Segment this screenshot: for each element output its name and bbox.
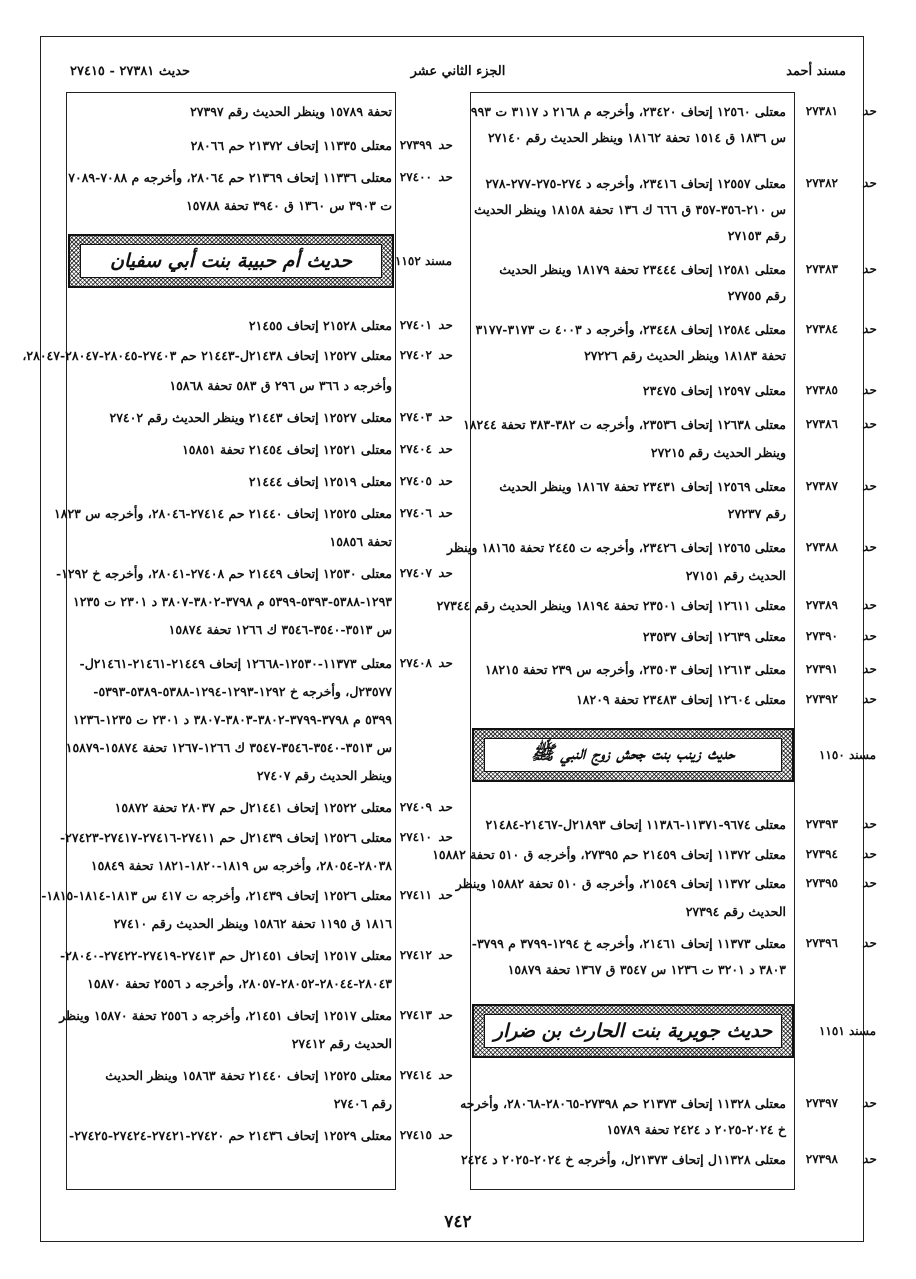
hadith-number: ٢٧٣٨٦ bbox=[805, 417, 838, 431]
hadith-number: ٢٧٣٩٦ bbox=[805, 936, 838, 950]
section-banner bbox=[472, 728, 794, 782]
hadith-number: ٢٧٣٩٥ bbox=[805, 876, 838, 890]
hadith-marker: حد bbox=[862, 104, 876, 118]
hadith-marker: حد bbox=[862, 876, 876, 890]
hadith-number: ٢٧٣٨٥ bbox=[805, 383, 838, 397]
hadith-line: الحديث رقم ٢٧١٥١ bbox=[685, 568, 786, 583]
hadith-line: معتلى ١٢٥٢٥ إتحاف ٢١٤٤٠ تحفة ١٥٨٦٣ وينظر الحديث bbox=[105, 1068, 392, 1083]
hadith-line: معتلى ١١٣٣٥ إتحاف ٢١٣٧٢ حم ٢٨٠٦٦ bbox=[190, 138, 392, 153]
hadith-marker: حد bbox=[438, 170, 452, 184]
hadith-line: ٢٣٥٧٧ل، وأخرجه خ ١٢٩٢-١٢٩٣-١٢٩٤-٥٣٨٨-٥٣٨٩-٥٣٩٣- bbox=[93, 684, 392, 699]
hadith-number: ٢٧٣٩٢ bbox=[805, 692, 838, 706]
hadith-line: وأخرجه د ٣٦٦ س ٢٩٦ ق ٥٨٣ تحفة ١٥٨٦٨ bbox=[169, 378, 392, 393]
hadith-marker: حد bbox=[438, 1068, 452, 1082]
hadith-number: ٢٧٤١٢ bbox=[399, 948, 432, 962]
hadith-line: معتلى ١٢٥٨٤ إتحاف ٢٣٤٤٨، وأخرجه د ٤٠٠٣ ت ٣١٧٣-٣١٧٧ bbox=[475, 322, 786, 337]
hadith-line: رقم ٢٧٧٥٥ bbox=[727, 288, 786, 303]
hadith-marker: حد bbox=[862, 383, 876, 397]
hadith-marker: حد bbox=[438, 830, 452, 844]
hadith-line: ١٢٩٣-٥٣٨٨-٥٣٩٣-٥٣٩٩ م ٣٧٩٨-٣٨٠٢-٣٨٠٧ د ٢٣٠١ ت ١٢٣٥ bbox=[73, 594, 392, 609]
hadith-line: معتلى ١٢٦١١ إتحاف ٢٣٥٠١ تحفة ١٨١٩٤ وينظر الحديث رقم ٢٧٣٤٤ bbox=[436, 598, 786, 613]
hadith-line: وينظر الحديث رقم ٢٧٤٠٧ bbox=[256, 768, 392, 783]
hadith-line: س ٢١٠-٣٥٦-٣٥٧ ق ٦٦٦ ك ١٣٦ تحفة ١٨١٥٨ وينظر الحديث bbox=[474, 202, 786, 217]
musnad-label: مسند ١١٥٠ bbox=[818, 748, 876, 762]
hadith-number: ٢٧٤١٤ bbox=[399, 1068, 432, 1082]
hadith-line: معتلى ١١٣٧٢ إتحاف ٢١٤٥٩ حم ٢٧٣٩٥، وأخرجه ق ٥١٠ تحفة ١٥٨٨٢ bbox=[432, 847, 786, 862]
hadith-number: ٢٧٣٨٩ bbox=[805, 598, 838, 612]
hadith-line: ٣٨٠٣ د ٣٢٠١ ت ١٢٣٦ س ٣٥٤٧ ق ١٣٦٧ تحفة ١٥٨٧٩ bbox=[507, 962, 786, 977]
hadith-marker: حد bbox=[862, 479, 876, 493]
hadith-line: ت ٣٩٠٣ س ١٣٦٠ ق ٣٩٤٠ تحفة ١٥٧٨٨ bbox=[186, 198, 392, 213]
hadith-number: ٢٧٤٠٣ bbox=[399, 410, 432, 424]
hadith-line: معتلى ١٢٥٢٦ إتحاف ٢١٤٣٩، وأخرجه ت ٤١٧ س ١٨١٣-١٨١٤-١٨١٥- bbox=[41, 888, 392, 903]
hadith-marker: حد bbox=[438, 656, 452, 670]
hadith-line: معتلى ١١٣٢٨ل إتحاف ٢١٣٧٣ل، وأخرجه خ ٢٠٢٤-٢٠٢٥ د ٢٤٢٤ bbox=[460, 1152, 786, 1167]
musnad-label: مسند ١١٥١ bbox=[818, 1024, 876, 1038]
hadith-line: معتلى ١٢٥٦٩ إتحاف ٢٣٤٣١ تحفة ١٨١٦٧ وينظر الحديث bbox=[499, 479, 786, 494]
page-number: ٧٤٢ bbox=[444, 1212, 472, 1232]
section-banner bbox=[68, 234, 394, 288]
hadith-line: معتلى ١٢٥١٧ إتحاف ٢١٤٥١ل حم ٢٧٤١٣-٢٧٤١٩-٢٧٤٢٢-٢٨٠٤٠- bbox=[59, 948, 392, 963]
hadith-line: ٥٣٩٩ م ٣٧٩٨-٣٧٩٩-٣٨٠٢-٣٨٠٣-٣٨٠٧ د ٢٣٠١ ت ١٢٣٥-١٢٣٦ bbox=[73, 712, 392, 727]
hadith-line: س ٣٥١٣-٣٥٤٠-٣٥٤٦ ك ١٢٦٦ تحفة ١٥٨٧٤ bbox=[168, 622, 392, 637]
hadith-line: خ ٢٠٢٤-٢٠٢٥ د ٢٤٢٤ تحفة ١٥٧٨٩ bbox=[606, 1122, 786, 1137]
hadith-line: الحديث رقم ٢٧٣٩٤ bbox=[685, 904, 786, 919]
hadith-line: تحفة ١٥٨٥٦ bbox=[329, 534, 392, 549]
hadith-marker: حد bbox=[862, 936, 876, 950]
hadith-line: الحديث رقم ٢٧٤١٢ bbox=[291, 1036, 392, 1051]
hadith-marker: حد bbox=[438, 410, 452, 424]
hadith-line: س ١٨٣٦ ق ١٥١٤ تحفة ١٨١٦٢ وينظر الحديث رقم ٢٧١٤٠ bbox=[487, 130, 786, 145]
header-hadith-range: حديث ٢٧٣٨١ - ٢٧٤١٥ bbox=[70, 64, 191, 79]
hadith-number: ٢٧٤١٥ bbox=[399, 1128, 432, 1142]
hadith-line: معتلى ٩٦٧٤-١١٣٧١-١١٣٨٦ إتحاف ٢١٨٩٣ل-٢١٤٦٧-٢١٤٨٤ bbox=[485, 817, 786, 832]
hadith-line: معتلى ١٢٥٣٠ إتحاف ٢١٤٤٩ حم ٢٧٤٠٨-٢٨٠٤١، وأخرجه خ ١٢٩٢- bbox=[56, 566, 392, 581]
hadith-number: ٢٧٣٩٧ bbox=[805, 1096, 838, 1110]
hadith-number: ٢٧٣٨٨ bbox=[805, 540, 838, 554]
hadith-marker: حد bbox=[438, 566, 452, 580]
hadith-line: معتلى ١٢٦١٣ إتحاف ٢٣٥٠٣، وأخرجه س ٢٣٩ تحفة ١٨٢١٥ bbox=[484, 662, 786, 677]
hadith-marker: حد bbox=[862, 692, 876, 706]
hadith-line: رقم ٢٧٢٣٧ bbox=[727, 506, 786, 521]
musnad-label: مسند ١١٥٢ bbox=[394, 254, 452, 268]
hadith-number: ٢٧٤٠٧ bbox=[399, 566, 432, 580]
hadith-line: معتلى ٢١٥٢٨ إتحاف ٢١٤٥٥ bbox=[248, 318, 392, 333]
hadith-number: ٢٧٤١١ bbox=[399, 888, 432, 902]
hadith-line: معتلى ١٢٥٩٧ إتحاف ٢٣٤٧٥ bbox=[642, 383, 786, 398]
hadith-marker: حد bbox=[438, 318, 452, 332]
hadith-line: ٢٨٠٣٨-٢٨٠٥٤، وأخرجه س ١٨١٩-١٨٢٠-١٨٢١ تحفة ١٥٨٤٩ bbox=[90, 858, 392, 873]
hadith-line: س ٣٥١٣-٣٥٤٠-٣٥٤٦-٣٥٤٧ ك ١٢٦٦-١٢٦٧ تحفة ١٥٨٧٤-١٥٨٧٩ bbox=[65, 740, 392, 755]
hadith-line: معتلى ١١٣٣٦ إتحاف ٢١٣٦٩ حم ٢٨٠٦٤، وأخرجه م ٧٠٨٨-٧٠٨٩ bbox=[68, 170, 392, 185]
hadith-line: رقم ٢٧١٥٣ bbox=[727, 228, 786, 243]
hadith-number: ٢٧٤٠٨ bbox=[399, 656, 432, 670]
hadith-marker: حد bbox=[438, 1008, 452, 1022]
hadith-number: ٢٧٣٨١ bbox=[805, 104, 838, 118]
hadith-line: معتلى ١٢٥٨١ إتحاف ٢٣٤٤٤ تحفة ١٨١٧٩ وينظر الحديث bbox=[499, 262, 786, 277]
hadith-number: ٢٧٣٨٧ bbox=[805, 479, 838, 493]
hadith-line: معتلى ١١٣٧٣ إتحاف ٢١٤٦١، وأخرجه خ ١٢٩٤-٣٧٩٩ م ٣٧٩٩- bbox=[471, 936, 786, 951]
hadith-line: تحفة ١٨١٨٣ وينظر الحديث رقم ٢٧٢٢٦ bbox=[584, 348, 786, 363]
hadith-marker: حد bbox=[862, 262, 876, 276]
hadith-number: ٢٧٣٩٤ bbox=[805, 847, 838, 861]
hadith-line: معتلى ١٢٦٠٤ إتحاف ٢٣٤٨٣ تحفة ١٨٢٠٩ bbox=[576, 692, 786, 707]
hadith-marker: حد bbox=[862, 847, 876, 861]
hadith-marker: حد bbox=[862, 417, 876, 431]
hadith-number: ٢٧٤١٠ bbox=[399, 830, 432, 844]
hadith-line: معتلى ١٢٥١٧ إتحاف ٢١٤٥١، وأخرجه د ٢٥٥٦ تحفة ١٥٨٧٠ وينظر bbox=[59, 1008, 392, 1023]
hadith-line: معتلى ١٢٥٦٥ إتحاف ٢٣٤٢٦، وأخرجه ت ٢٤٤٥ تحفة ١٨١٦٥ وينظر bbox=[446, 540, 786, 555]
hadith-number: ٢٧٣٨٣ bbox=[805, 262, 838, 276]
banner-title: حديث جويرية بنت الحارث بن ضرار bbox=[484, 1014, 782, 1048]
hadith-line: معتلى ١٢٥٢٧ إتحاف ٢١٤٣٨ل-٢١٤٤٣ حم ٢٧٤٠٣-٢٨٠٤٥-٢٨٠٤٧-٢٨٠٤٧، bbox=[22, 348, 392, 363]
hadith-number: ٢٧٣٩٨ bbox=[805, 1152, 838, 1166]
hadith-line: معتلى ١٢٥١٩ إتحاف ٢١٤٤٤ bbox=[248, 474, 392, 489]
hadith-line: تحفة ١٥٧٨٩ وينظر الحديث رقم ٢٧٣٩٧ bbox=[190, 104, 392, 119]
hadith-marker: حد bbox=[438, 474, 452, 488]
hadith-number: ٢٧٣٩١ bbox=[805, 662, 838, 676]
hadith-line: معتلى ١٢٥٢١ إتحاف ٢١٤٥٤ تحفة ١٥٨٥١ bbox=[182, 442, 392, 457]
header-volume: الجزء الثاني عشر bbox=[410, 64, 506, 79]
hadith-line: معتلى ١٢٦٣٨ إتحاف ٢٣٥٣٦، وأخرجه ت ٣٨٢-٣٨٣ تحفة ١٨٢٤٤ bbox=[463, 417, 786, 432]
hadith-marker: حد bbox=[862, 176, 876, 190]
hadith-line: ١٨١٦ ق ١١٩٥ تحفة ١٥٨٦٢ وينظر الحديث رقم ٢٧٤١٠ bbox=[113, 916, 392, 931]
hadith-marker: حد bbox=[862, 662, 876, 676]
hadith-marker: حد bbox=[438, 888, 452, 902]
hadith-line: معتلى ١٢٥٢٧ إتحاف ٢١٤٤٣ وينظر الحديث رقم ٢٧٤٠٢ bbox=[109, 410, 392, 425]
hadith-line: معتلى ١٢٥٢٥ إتحاف ٢١٤٤٠ حم ٢٧٤١٤-٢٨٠٤٦، وأخرجه س ١٨٢٣ bbox=[54, 506, 392, 521]
hadith-line: معتلى ١٢٥٢٦ إتحاف ٢١٤٣٩ل حم ٢٧٤١١-٢٧٤١٦-٢٧٤١٧-٢٧٤٢٣- bbox=[59, 830, 392, 845]
hadith-marker: حد bbox=[438, 442, 452, 456]
hadith-marker: حد bbox=[438, 138, 452, 152]
hadith-line: ٢٨٠٤٣-٢٨٠٤٤-٢٨٠٥٢-٢٨٠٥٧، وأخرجه د ٢٥٥٦ تحفة ١٥٨٧٠ bbox=[87, 976, 392, 991]
hadith-number: ٢٧٣٩٠ bbox=[805, 629, 838, 643]
banner-title: حديث أم حبيبة بنت أبي سفيان bbox=[80, 244, 382, 278]
hadith-number: ٢٧٤١٣ bbox=[399, 1008, 432, 1022]
hadith-line: رقم ٢٧٤٠٦ bbox=[333, 1096, 392, 1111]
hadith-line: معتلى ١١٣٧٣-١٢٥٣٠-١٢٦٦٨ إتحاف ٢١٤٤٩-٢١٤٦١-٢١٤٦١ل- bbox=[79, 656, 392, 671]
hadith-marker: حد bbox=[862, 629, 876, 643]
hadith-marker: حد bbox=[438, 348, 452, 362]
hadith-number: ٢٧٣٨٤ bbox=[805, 322, 838, 336]
hadith-number: ٢٧٤٠٥ bbox=[399, 474, 432, 488]
hadith-line: معتلى ١١٣٢٨ إتحاف ٢١٣٧٣ حم ٢٧٣٩٨-٢٨٠٦٥-٢٨٠٦٨، وأخرجه bbox=[460, 1096, 786, 1111]
header-book-title: مسند أحمد bbox=[786, 64, 846, 79]
hadith-number: ٢٧٤٠٠ bbox=[399, 170, 432, 184]
hadith-marker: حد bbox=[862, 1096, 876, 1110]
banner-title: حديث زينب بنت جحش زوج النبي ﷺ bbox=[484, 738, 782, 772]
hadith-number: ٢٧٤٠٤ bbox=[399, 442, 432, 456]
hadith-marker: حد bbox=[438, 800, 452, 814]
hadith-line: معتلى ١٢٥٥٧ إتحاف ٢٣٤١٦، وأخرجه د ٢٧٤-٢٧٥-٢٧٧-٢٧٨ bbox=[485, 176, 786, 191]
hadith-marker: حد bbox=[862, 817, 876, 831]
hadith-line: معتلى ١٢٦٣٩ إتحاف ٢٣٥٣٧ bbox=[642, 629, 786, 644]
hadith-line: معتلى ١١٣٧٢ إتحاف ٢١٥٤٩، وأخرجه ق ٥١٠ تحفة ١٥٨٨٢ وينظر bbox=[455, 876, 786, 891]
hadith-marker: حد bbox=[438, 948, 452, 962]
hadith-number: ٢٧٤٠٢ bbox=[399, 348, 432, 362]
hadith-number: ٢٧٤٠٩ bbox=[399, 800, 432, 814]
hadith-number: ٢٧٣٩٣ bbox=[805, 817, 838, 831]
section-banner bbox=[472, 1004, 794, 1058]
hadith-number: ٢٧٣٨٢ bbox=[805, 176, 838, 190]
hadith-marker: حد bbox=[862, 322, 876, 336]
hadith-marker: حد bbox=[862, 1152, 876, 1166]
hadith-marker: حد bbox=[862, 540, 876, 554]
hadith-line: معتلى ١٢٥٢٢ إتحاف ٢١٤٤١ل حم ٢٨٠٣٧ تحفة ١٥٨٧٢ bbox=[114, 800, 392, 815]
hadith-line: معتلى ١٢٥٦٠ إتحاف ٢٣٤٢٠، وأخرجه م ٢١٦٨ د ٣١١٧ ت ٩٩٣ bbox=[470, 104, 786, 119]
hadith-number: ٢٧٣٩٩ bbox=[399, 138, 432, 152]
hadith-number: ٢٧٤٠٦ bbox=[399, 506, 432, 520]
hadith-line: وينظر الحديث رقم ٢٧٢١٥ bbox=[650, 445, 786, 460]
hadith-line: معتلى ١٢٥٢٩ إتحاف ٢١٤٣٦ حم ٢٧٤٢٠-٢٧٤٢١-٢٧٤٢٤-٢٧٤٢٥- bbox=[69, 1128, 392, 1143]
hadith-number: ٢٧٤٠١ bbox=[399, 318, 432, 332]
hadith-marker: حد bbox=[862, 598, 876, 612]
hadith-marker: حد bbox=[438, 1128, 452, 1142]
hadith-marker: حد bbox=[438, 506, 452, 520]
